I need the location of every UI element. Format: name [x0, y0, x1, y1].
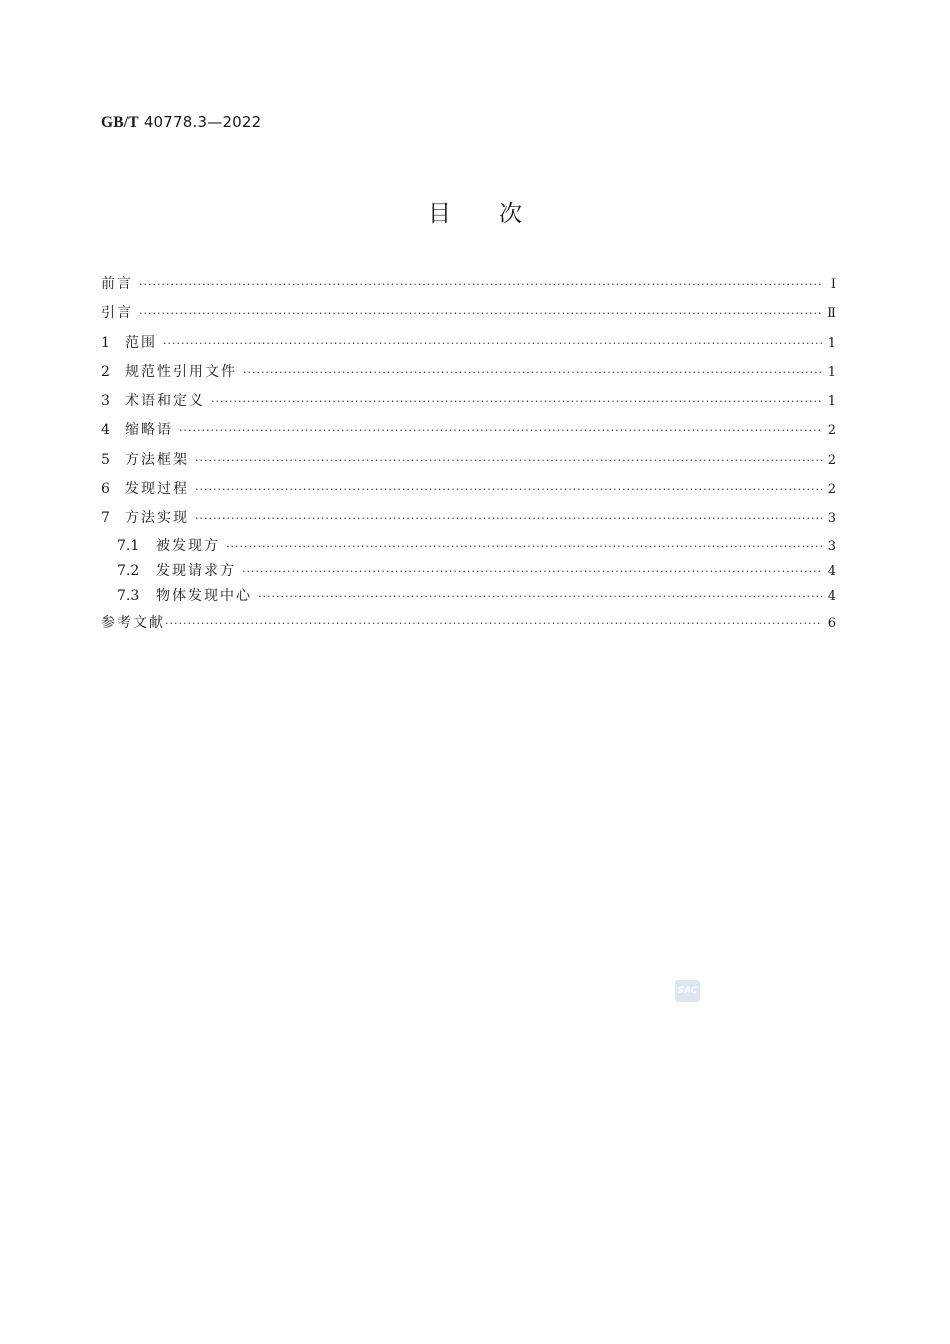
toc-entry-page: Ⅰ: [830, 277, 836, 292]
leader-dots: [163, 329, 822, 358]
toc-entry-number: 7.1: [117, 537, 140, 554]
toc-entry-title: 前言: [101, 276, 133, 292]
toc-entry-page: 1: [827, 335, 836, 351]
toc-title: [0, 195, 950, 228]
toc-entry-title: 发现请求方: [156, 562, 236, 579]
toc-entry-number: 4: [101, 422, 110, 439]
toc-entry-page: Ⅱ: [827, 306, 836, 322]
leader-dots: [139, 299, 822, 328]
toc-entry-title: 物体发现中心: [156, 588, 252, 605]
table-of-contents: [101, 270, 836, 639]
toc-entry-7-1[interactable]: [101, 534, 836, 559]
toc-entry-number: 1: [101, 334, 110, 351]
leader-dots: [226, 534, 822, 559]
leader-dots: [258, 584, 822, 609]
toc-entry-number: 3: [101, 393, 110, 410]
toc-entry-number: 6: [101, 481, 110, 498]
toc-entry-title: 参考文献: [101, 615, 165, 632]
toc-entry-page: 4: [827, 563, 836, 579]
leader-dots: [211, 387, 822, 416]
toc-entry-page: 2: [827, 452, 836, 468]
toc-entry-number: 5: [101, 451, 110, 468]
toc-entry-5[interactable]: [101, 446, 836, 475]
standard-number: 40778.3—2022: [143, 113, 262, 131]
toc-entry-page: 3: [827, 511, 836, 527]
toc-entry-7[interactable]: [101, 504, 836, 533]
leader-dots: [242, 559, 822, 584]
toc-entry-title: 范围: [125, 334, 157, 351]
toc-entry-title: 缩略语: [125, 422, 173, 439]
toc-entry-page: 4: [827, 589, 836, 605]
toc-entry-number: 7.2: [117, 562, 140, 579]
toc-title-left: 目: [428, 201, 451, 227]
leader-dots: [195, 475, 822, 504]
toc-entry-number: 7.3: [117, 588, 140, 605]
toc-entry-7-2[interactable]: [101, 559, 836, 584]
toc-entry-2[interactable]: [101, 358, 836, 387]
toc-entry-4[interactable]: [101, 416, 836, 445]
toc-entry-introduction[interactable]: [101, 299, 836, 328]
toc-entry-number: 2: [101, 363, 110, 380]
toc-entry-7-3[interactable]: [101, 584, 836, 609]
leader-dots: [195, 504, 822, 533]
leader-dots: [139, 270, 822, 299]
sac-watermark-logo: [675, 980, 700, 1002]
toc-entry-page: 2: [827, 482, 836, 498]
toc-entry-6[interactable]: [101, 475, 836, 504]
standard-prefix: GB/T: [101, 114, 139, 131]
toc-title-right: 次: [499, 201, 522, 227]
toc-entry-page: 1: [827, 394, 836, 410]
toc-entry-page: 2: [827, 423, 836, 439]
standard-code: [101, 113, 261, 132]
toc-entry-number: 7: [101, 510, 110, 527]
toc-entry-title: 方法实现: [125, 510, 189, 527]
sac-watermark-text: SAC: [677, 986, 698, 996]
toc-entry-page: 1: [827, 364, 836, 380]
toc-entry-foreword[interactable]: [101, 270, 836, 299]
leader-dots: [195, 446, 822, 475]
toc-entry-title: 发现过程: [125, 481, 189, 498]
toc-entry-1[interactable]: [101, 329, 836, 358]
toc-entry-bibliography[interactable]: [101, 609, 836, 638]
leader-dots: [165, 609, 822, 638]
toc-entry-title: 引言: [101, 305, 133, 322]
toc-entry-title: 被发现方: [156, 537, 220, 554]
toc-entry-title: 方法框架: [125, 451, 189, 468]
toc-entry-page: 6: [827, 616, 836, 632]
leader-dots: [179, 416, 822, 445]
leader-dots: [243, 358, 822, 387]
toc-entry-title: 规范性引用文件: [125, 363, 237, 380]
toc-entry-page: 3: [827, 538, 836, 554]
toc-entry-title: 术语和定义: [125, 393, 205, 410]
toc-entry-3[interactable]: [101, 387, 836, 416]
